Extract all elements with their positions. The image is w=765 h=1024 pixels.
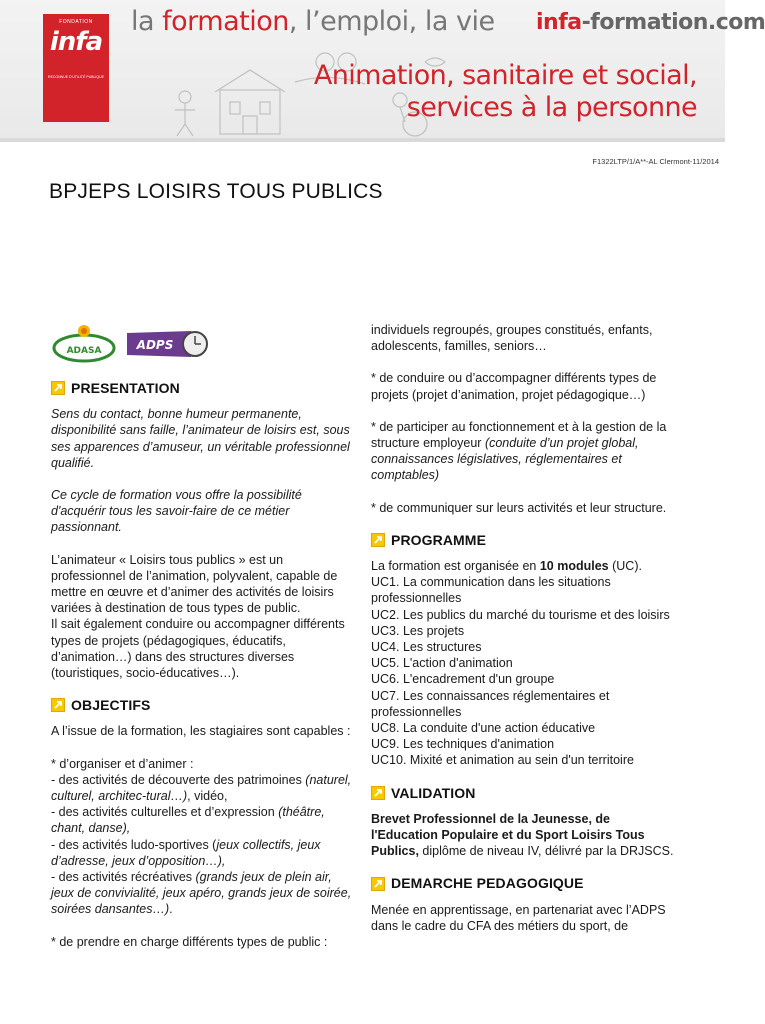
adasa-logo-label: ADASA [66,346,102,356]
adps-logo-label: ADPS [136,338,174,352]
list-item [51,869,356,918]
list-item: UC6. L'encadrement d'un groupe [371,672,555,687]
list-item: UC3. Les projets [371,623,465,638]
list-text: , vidéo, [187,789,228,804]
tagline-highlight: formation [162,6,289,37]
section-title: PRESENTATION [71,380,180,396]
sector-line: Animation, sanitaire et social, [313,60,697,91]
paragraph-text: La formation est organisée en [371,559,540,574]
paragraph-text: (conduite d’un projet global, connaissances législatives, réglementaires et comptables) [371,436,639,483]
section-heading-validation [371,785,676,801]
arrow-up-right-icon [371,533,385,547]
arrow-up-right-icon [371,877,385,891]
list-item: UC7. Les connaissances réglementaires et professionnelles [371,688,610,719]
paragraph-text: Brevet Professionnel de la Jeunesse, de l'Education Populaire et du Sport Loisirs Tous Publics, [371,811,645,859]
logo-foundation-label: FONDATION [59,19,93,25]
list-item: UC8. La conduite d'une action éducative [371,721,596,736]
list-item: UC10. Mixité et animation au sein d'un territoire [371,753,634,768]
website-brand: infa [536,10,582,35]
list-item [51,804,356,836]
tagline [131,6,495,37]
partner-logos [51,320,356,366]
paragraph-text: Ce cycle de formation vous offre la possibilité d'acquérir tous les savoir-faire de ce métier passionnant. [51,488,302,535]
banner-divider [0,138,725,142]
list-text: (naturel, culturel, architec-tural…) [51,772,352,804]
paragraph [371,419,676,484]
list-item [51,772,356,804]
paragraph [371,811,676,860]
adasa-logo-icon [51,322,117,364]
header-banner [0,0,765,140]
sector-line: services à la personne [406,92,697,123]
list-item: UC2. Les publics du marché du tourisme et des loisirs [371,607,670,622]
list-text: - des activités ludo-sportives ( [51,837,217,852]
section-title: VALIDATION [391,784,476,801]
paragraph-text: * de participer au fonctionnement et à la gestion de la structure employeur [371,419,667,451]
paragraph: individuels regroupés, groupes constitués, enfants, adolescents, familles, seniors… [371,323,653,354]
left-column [51,320,356,950]
logo-subtitle: RECONNUE D'UTILITÉ PUBLIQUE [48,75,104,79]
paragraph-text: (UC). [608,559,642,574]
adps-logo-icon [123,325,209,361]
website-domain: -formation.com [581,10,765,35]
infa-logo [43,14,109,122]
section-heading-demarche [371,875,676,891]
tagline-part: la [131,6,163,37]
paragraph-text: diplôme de niveau IV, délivré par la DRJSCS. [418,844,674,859]
paragraph: * de prendre en charge différents types de public : [51,934,328,949]
arrow-up-right-icon [371,786,385,800]
list-text: jeux collectifs, jeux d’adresse, jeux d’opposition…), [51,837,321,868]
document-reference: F1322LTP/1/A**-AL Clermont-11/2014 [592,157,719,166]
section-title: DEMARCHE PEDAGOGIQUE [391,875,584,892]
list-item: UC1. La communication dans les situations professionnelles [371,575,611,606]
paragraph: L’animateur « Loisirs tous publics » est un professionnel de l’animation, polyvalent, capable de mettre en œuvre et d’animer des activités de loisirs variées à destination de tous types de public. [51,552,338,616]
website-link[interactable] [536,10,765,35]
paragraph: * de conduire ou d’accompagner différents types de projets (projet d’animation, projet pédagogique…) [371,371,657,402]
paragraph: Il sait également conduire ou accompagner différents types de projets (pédagogiques, éducatifs, d’animation…) dans des structures diverses (touristiques, socio-éducatives…). [51,617,345,681]
section-heading-presentation [51,380,356,396]
right-column [371,322,676,934]
tagline-part: , l’emploi, la vie [288,6,495,37]
arrow-up-right-icon [51,381,65,395]
paragraph [51,487,356,536]
objective-list [51,756,356,918]
paragraph: * de communiquer sur leurs activités et leur structure. [371,500,667,515]
list-text: (grands jeux de plein air, jeux de convivialité, jeux apéro, grands jeux de soirée, soirées dansantes…) [51,870,352,917]
list-item: UC9. Les techniques d'animation [371,737,555,752]
paragraph: Menée en apprentissage, en partenariat avec l’ADPS dans le cadre du CFA des métiers du sport, de [371,902,666,933]
section-heading-programme [371,532,676,548]
paragraph-text: 10 modules [539,559,609,574]
unit-list [371,574,676,768]
logo-name: infa [49,27,103,57]
list-item: * d’organiser et d’animer : [51,756,194,771]
paragraph-text: Sens du contact, bonne humeur permanente, disponibilité sans faille, l’animateur de loisirs est, sous ses apparences d’amuseur, un véritable professionnel qualifié. [51,407,350,470]
paragraph [51,406,356,471]
list-item: UC4. Les structures [371,640,482,655]
section-heading-objectifs [51,697,356,713]
list-text: (théâtre, chant, danse), [51,805,325,836]
paragraph [371,558,676,574]
list-item [51,837,356,869]
list-item: UC5. L'action d'animation [371,656,513,671]
section-title: OBJECTIFS [71,697,151,714]
sector-title [314,60,697,124]
list-text: - des activités récréatives [51,870,196,885]
section-title: PROGRAMME [391,531,487,548]
list-text: - des activités culturelles et d’expression [51,805,279,820]
list-text: - des activités de découverte des patrimoines [51,772,306,787]
paragraph: A l’issue de la formation, les stagiaires sont capables : [51,724,351,739]
list-text: . [169,902,173,917]
page-title: BPJEPS LOISIRS TOUS PUBLICS [49,180,383,203]
arrow-up-right-icon [51,698,65,712]
